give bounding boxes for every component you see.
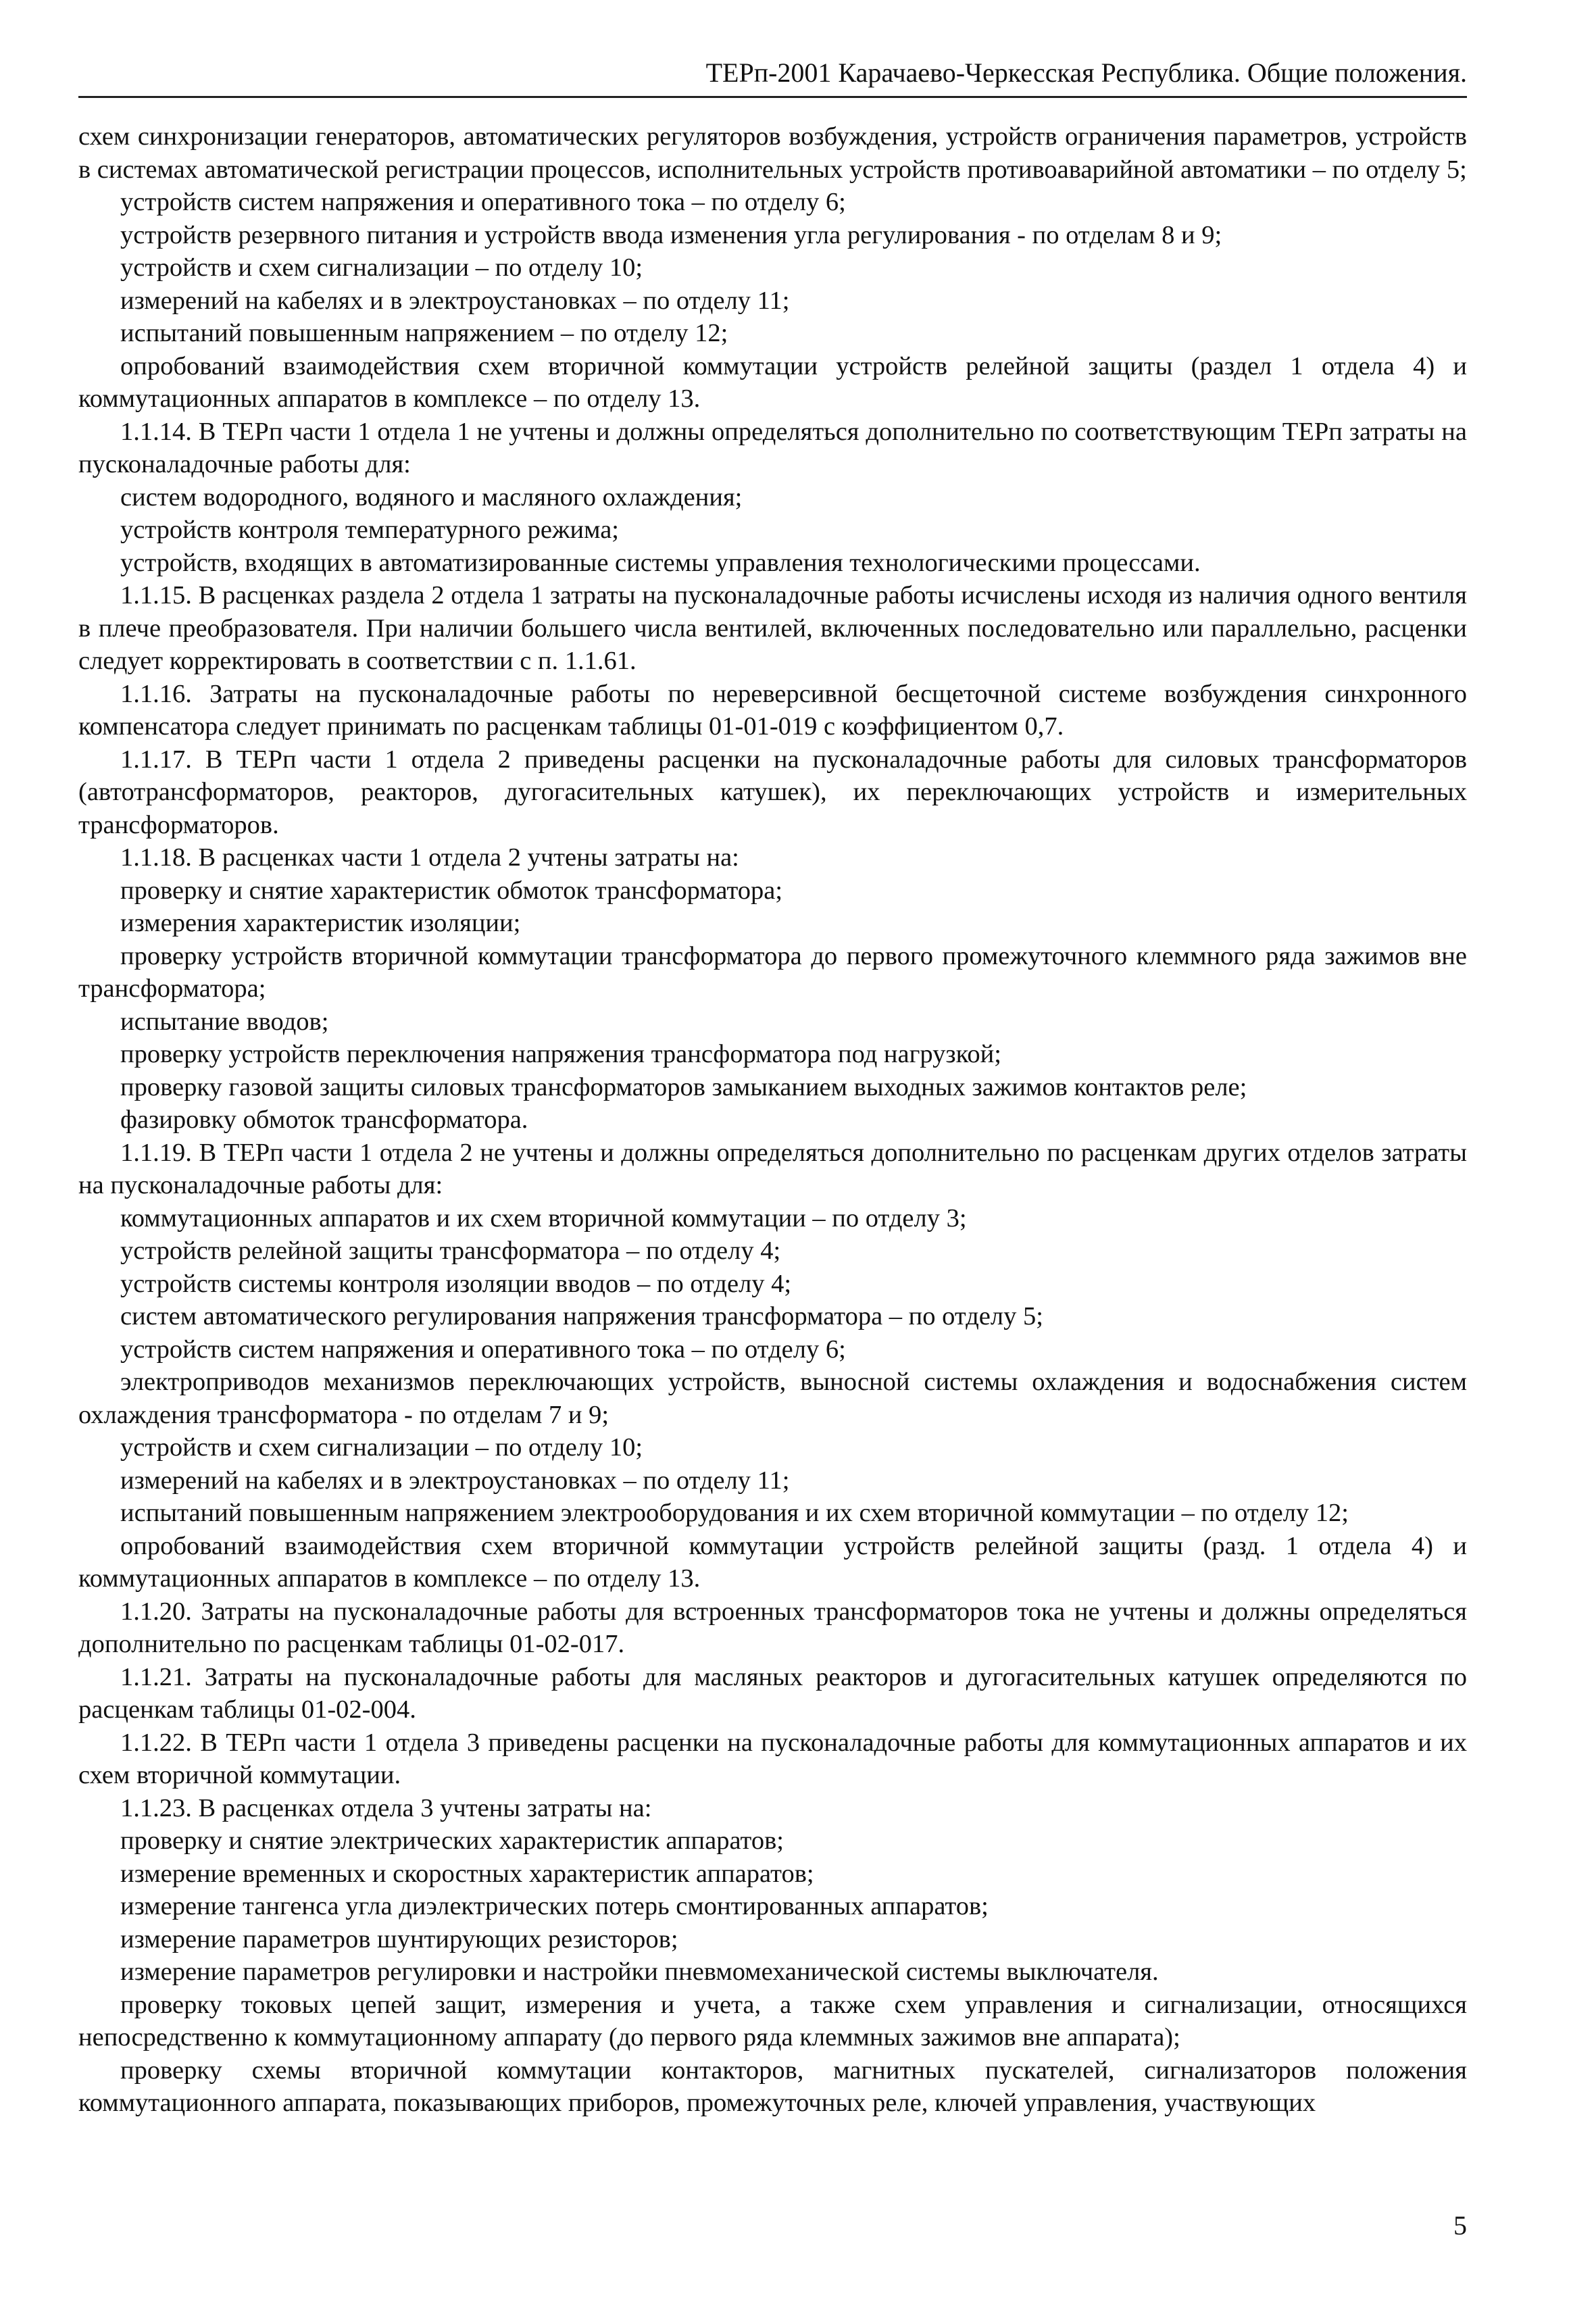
- list-item: проверку устройств вторичной коммутации трансформатора до первого промежуточного клеммного ряда зажимов вне трансформатора;: [78, 941, 1467, 1003]
- clause-1-1-15: 1.1.15. В расценках раздела 2 отдела 1 затраты на пусконаладочные работы исчислены исходя из наличия одного вентиля в плече преобразователя. При наличии большего числа вентилей, включенных последовательно или параллельно, расценки следует корректировать в соответствии с п. 1.1.61.: [78, 581, 1467, 675]
- list-item: измерения характеристик изоляции;: [120, 909, 521, 937]
- list-item: устройств системы контроля изоляции вводов – по отделу 4;: [120, 1269, 792, 1298]
- list-item: коммутационных аппаратов и их схем вторичной коммутации – по отделу 3;: [120, 1203, 967, 1233]
- list-item: опробований взаимодействия схем вторичной коммутации устройств релейной защиты (разд. 1 отдела 4) и коммутационных аппаратов в комплексе – по отделу 13.: [78, 1531, 1467, 1593]
- clause-1-1-18: 1.1.18. В расценках части 1 отдела 2 учтены затраты на:: [120, 843, 739, 872]
- list-item: устройств резервного питания и устройств ввода изменения угла регулирования - по отделам 8 и 9;: [120, 220, 1222, 249]
- list-item: испытание вводов;: [120, 1007, 329, 1036]
- list-item: испытаний повышенным напряжением электрооборудования и их схем вторичной коммутации – по отделу 12;: [120, 1499, 1349, 1527]
- list-item: проверку и снятие электрических характеристик аппаратов;: [120, 1826, 784, 1855]
- document-body: [78, 120, 1467, 2120]
- list-item: измерение параметров шунтирующих резисторов;: [120, 1924, 678, 1953]
- list-item: измерение тангенса угла диэлектрических потерь смонтированных аппаратов;: [120, 1892, 989, 1920]
- list-item: устройств контроля температурного режима;: [120, 516, 620, 544]
- list-item: устройств систем напряжения и оперативного тока – по отделу 6;: [120, 1335, 846, 1364]
- clause-1-1-20: 1.1.20. Затраты на пусконаладочные работы для встроенных трансформаторов тока не учтены и должны определяться дополнительно по расценкам таблицы 01-02-017.: [78, 1597, 1467, 1658]
- clause-1-1-14: 1.1.14. В ТЕРп части 1 отдела 1 не учтены и должны определяться дополнительно по соответствующим ТЕРп затраты на пусконаладочные работы для:: [78, 417, 1467, 478]
- list-item: проверку и снятие характеристик обмоток трансформатора;: [120, 876, 783, 905]
- list-item: опробований взаимодействия схем вторичной коммутации устройств релейной защиты (раздел 1 отдела 4) и коммутационных аппаратов в комплексе – по отделу 13.: [78, 351, 1467, 413]
- clause-1-1-17: 1.1.17. В ТЕРп части 1 отдела 2 приведены расценки на пусконаладочные работы для силовых трансформаторов (автотрансформаторов, реакторов, дугогасительных катушек), их переключающих устройств и измерительных трансформаторов.: [78, 745, 1467, 839]
- list-item: устройств систем напряжения и оперативного тока – по отделу 6;: [120, 188, 846, 216]
- clause-1-1-23: 1.1.23. В расценках отдела 3 учтены затраты на:: [120, 1793, 652, 1822]
- list-item: проверку устройств переключения напряжения трансформатора под нагрузкой;: [120, 1040, 1001, 1068]
- list-item: устройств, входящих в автоматизированные системы управления технологическими процессами.: [120, 548, 1201, 577]
- list-item: проверку токовых цепей защит, измерения и учета, а также схем управления и сигнализации, относящихся непосредственно к коммутационному аппарату (до первого ряда клеммных зажимов вне аппарата);: [78, 1990, 1467, 2051]
- clause-1-1-22: 1.1.22. В ТЕРп части 1 отдела 3 приведены расценки на пусконаладочные работы для коммутационных аппаратов и их схем вторичной коммутации.: [78, 1728, 1467, 1789]
- list-item: измерений на кабелях и в электроустановках – по отделу 11;: [120, 1466, 790, 1495]
- running-header: ТЕРп-2001 Карачаево-Черкесская Республика. Общие положения.: [78, 57, 1467, 98]
- list-item: электроприводов механизмов переключающих устройств, выносной системы охлаждения и водоснабжения систем охлаждения трансформатора - по отделам 7 и 9;: [78, 1368, 1467, 1429]
- list-item: систем автоматического регулирования напряжения трансформатора – по отделу 5;: [120, 1302, 1043, 1330]
- clause-1-1-16: 1.1.16. Затраты на пусконаладочные работы по нереверсивной бесщеточной системе возбуждения синхронного компенсатора следует принимать по расценкам таблицы 01-01-019 с коэффициентом 0,7.: [78, 679, 1467, 741]
- list-item: проверку схемы вторичной коммутации контакторов, магнитных пускателей, сигнализаторов положения коммутационного аппарата, показывающих приборов, промежуточных реле, ключей управления, участвующих: [78, 2056, 1467, 2117]
- list-item: систем водородного, водяного и масляного охлаждения;: [120, 482, 743, 512]
- list-item: измерение параметров регулировки и настройки пневмомеханической системы выключателя.: [120, 1958, 1159, 1986]
- list-item: измерение временных и скоростных характеристик аппаратов;: [120, 1859, 814, 1888]
- clause-1-1-21: 1.1.21. Затраты на пусконаладочные работы для масляных реакторов и дугогасительных катушек определяются по расценкам таблицы 01-02-004.: [78, 1662, 1467, 1724]
- clause-1-1-19: 1.1.19. В ТЕРп части 1 отдела 2 не учтены и должны определяться дополнительно по расценкам других отделов затраты на пусконаладочные работы для:: [78, 1138, 1467, 1199]
- list-item: устройств и схем сигнализации – по отделу 10;: [120, 1433, 643, 1462]
- list-item: испытаний повышенным напряжением – по отделу 12;: [120, 319, 728, 347]
- list-item: устройств и схем сигнализации – по отделу 10;: [120, 253, 643, 282]
- list-item: проверку газовой защиты силовых трансформаторов замыканием выходных зажимов контактов реле;: [120, 1072, 1247, 1101]
- list-item: измерений на кабелях и в электроустановках – по отделу 11;: [120, 286, 790, 315]
- list-item: устройств релейной защиты трансформатора – по отделу 4;: [120, 1237, 781, 1265]
- page-number: 5: [1453, 2210, 1467, 2241]
- list-item: фазировку обмоток трансформатора.: [120, 1105, 528, 1134]
- paragraph: схем синхронизации генераторов, автоматических регуляторов возбуждения, устройств ограничения параметров, устройств в системах автоматической регистрации процессов, исполнительных устройств противоаварийной автоматики – по отделу 5;: [78, 122, 1467, 184]
